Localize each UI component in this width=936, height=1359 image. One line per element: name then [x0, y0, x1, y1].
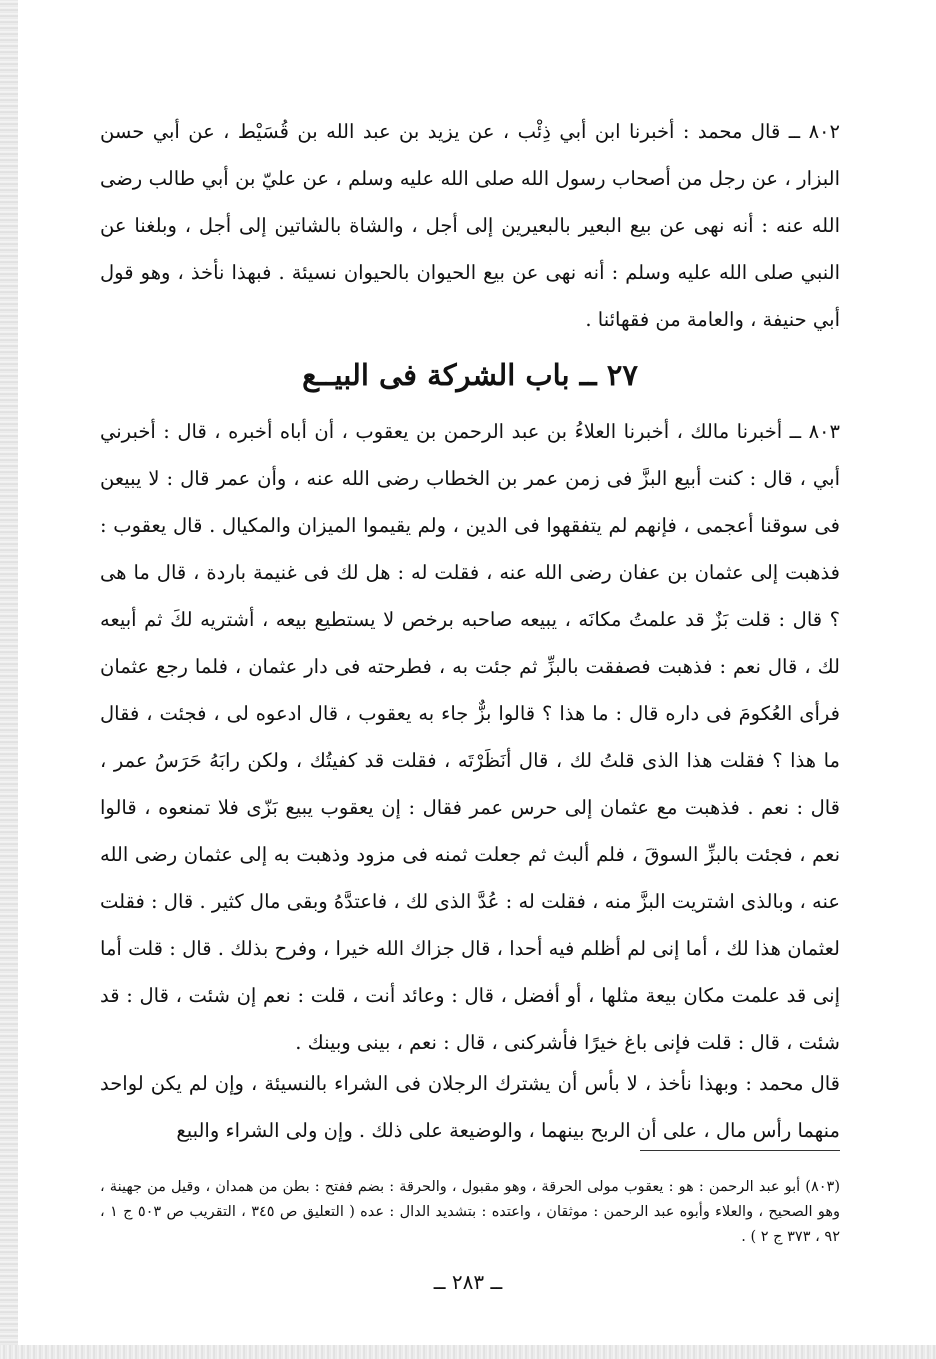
paragraph-802: ٨٠٢ ــ قال محمد : أخبرنا ابن أبي ذِئْب ، عن يزيد بن عبد الله بن قُسَيْط ، عن أبي حسن البزار ، عن رجل من أصحاب رسول الله صلى الله عليه وسلم ، عن عليّ بن أبي طالب رضى الله عنه : أنه نهى عن بيع البعير بالبعيرين إلى أجل ، والشاة بالشاتين إلى أجل ، وبلغنا عن النبي صلى الله عليه وسلم : أنه نهى عن بيع الحيوان بالحيوان نسيئة . فبهذا نأخذ ، وهو قول أبي حنيفة ، والعامة من فقهائنا .: [100, 119, 840, 331]
paragraph-803: ٨٠٣ ــ أخبرنا مالك ، أخبرنا العلاءُ بن عبد الرحمن بن يعقوب ، أن أباه أخبره ، قال : أخبرني أبي ، قال : كنت أبيع البزَّ فى زمن عمر بن الخطاب رضى الله عنه ، وأن عمر قال : لا يبيعن فى سوقنا أعجمى ، فإنهم لم يتفقهوا فى الدين ، ولم يقيموا الميزان والمكيال . قال يعقوب : فذهبت إلى عثمان بن عفان رضى الله عنه ، فقلت له : هل لك فى غنيمة باردة ، قال ما هى ؟ قال : قلت بَزٌ قد علمتُ مكانَه ، يبيعه صاحبه برخص لا يستطيع بيعه ، أشتريه لكَ ثم أبيعه لك ، قال نعم : فذهبت فصفقت بالبزِّ ثم جئت به ، فطرحته فى دار عثمان ، فلما رجع عثمان فرأى العُكومَ فى داره قال : ما هذا ؟ قالوا بزٌّ جاء به يعقوب ، قال ادعوه لى ، فجئت ، فقال ما هذا ؟ فقلت هذا الذى قلتُ لك ، قال أنَظَرْتَه ، فقلت قد كفيتُك ، ولكن رابَهُ حَرَسُ عمر ، قال : نعم . فذهبت مع عثمان إلى حرس عمر فقال : إن يعقوب يبيع بَزّى فلا تمنعوه ، قالوا نعم ، فجئت بالبزِّ السوقَ ، فلم ألبث ثم جعلت ثمنه فى مزود وذهبت به إلى عثمان رضى الله عنه ، وبالذى اشتريت البزَّ منه ، فقلت له : عُدَّ الذى لك ، فاعتدَّهُ وبقى مال كثير . قال : فقلت لعثمان هذا لك ، أما إنى لم أظلم فيه أحدا ، قال جزاك الله خيرا ، وفرح بذلك . قال : قلت أما إنى قد علمت مكان بيعة مثلها ، أو أفضل ، قال : وعائد أنت ، قلت : نعم إن شئت ، قال : قد شئت ، قال : قلت فإنى باغ خيرًا فأشركنى ، قال : نعم ، بينى وبينك .: [100, 419, 840, 1054]
paragraph-muhammad-commentary: قال محمد : وبهذا نأخذ ، لا بأس أن يشترك الرجلان فى الشراء بالنسيئة ، وإن لم يكن لواحد منهما رأس مال ، على أن الربح بينهما ، والوضيعة على ذلك . وإن ولى الشراء والبيع: [100, 1071, 840, 1142]
footnote-803: (٨٠٣) أبو عبد الرحمن : هو : يعقوب مولى الحرقة ، وهو مقبول ، والحرقة : بضم ففتح : بطن من همدان ، وقيل من جهينة ، وهو الصحيح ، والعلاء وأبوه عبد الرحمن : موثقان ، واعتده : بتشديد الدال : عده ( التعليق ص ٣٤٥ ، التقريب ص ٥٠٣ ج ١ ، ٩٢ ، ٣٧٣ ج ٢ ) .: [100, 1178, 841, 1245]
footnote-separator: [640, 1150, 840, 1151]
scan-edge-left: [0, 0, 18, 1359]
chapter-heading: ٢٧ ــ باب الشركة فى البيــع: [302, 358, 638, 393]
page-number: ــ ٢٨٣ ــ: [433, 1270, 503, 1294]
scan-edge-bottom: [0, 1345, 936, 1359]
